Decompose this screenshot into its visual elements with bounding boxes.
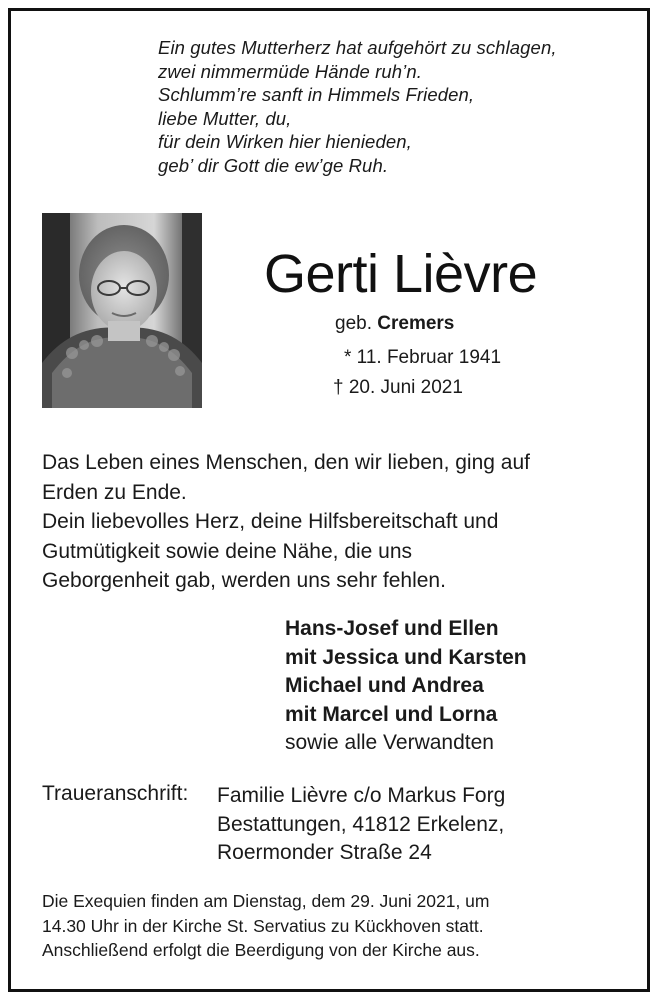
poem-line: Ein gutes Mutterherz hat aufgehört zu schlagen, [158,37,557,58]
maiden-name-line [335,313,454,335]
deceased-name: Gerti Lièvre [264,244,538,304]
mourners-list [285,615,527,758]
address-label: Traueranschrift: [42,782,189,805]
address-line: Bestattungen, 41812 Erkelenz, [217,812,505,836]
poem-line: Schlumm’re sanft in Himmels Frieden, [158,84,475,105]
poem-line: zwei nimmermüde Hände ruh’n. [158,60,422,82]
birth-date: * 11. Februar 1941 [344,347,502,368]
text-line: Gutmütigkeit sowie deine Nähe, die uns [42,539,413,563]
text-line: Das Leben eines Menschen, den wir lieben, ging auf [42,451,530,474]
poem [158,36,557,177]
mourner: Michael und Andrea [285,674,484,697]
mourner: mit Jessica und Karsten [285,645,527,669]
address-line: Familie Lièvre c/o Markus Forg [217,784,506,807]
poem-line: geb’ dir Gott die ew’ge Ruh. [158,154,389,176]
maiden-prefix: geb. [335,313,372,334]
text-line: Dein liebevolles Herz, deine Hilfsbereitschaft und [42,510,499,533]
portrait-photo [42,213,202,408]
address-line: Roermonder Straße 24 [217,841,432,864]
poem-line: liebe Mutter, du, [158,107,292,129]
funeral-notice [42,889,490,963]
memorial-text [42,448,530,596]
notice-line: Anschließend erfolgt die Beerdigung von der Kirche aus. [42,940,480,960]
notice-line: 14.30 Uhr in der Kirche St. Servatius zu Kückhoven statt. [42,915,484,936]
portrait-image [42,213,202,408]
mourning-address [217,782,505,868]
maiden-name: Cremers [377,313,455,334]
mourner: sowie alle Verwandten [285,731,494,754]
poem-line: für dein Wirken hier hienieden, [158,131,412,152]
mourner: Hans-Josef und Ellen [285,617,499,640]
text-line: Erden zu Ende. [42,480,187,504]
notice-line: Die Exequien finden am Dienstag, dem 29. Juni 2021, um [42,891,490,911]
death-date: † 20. Juni 2021 [333,377,463,398]
mourner: mit Marcel und Lorna [285,702,498,726]
text-line: Geborgenheit gab, werden uns sehr fehlen. [42,569,446,592]
